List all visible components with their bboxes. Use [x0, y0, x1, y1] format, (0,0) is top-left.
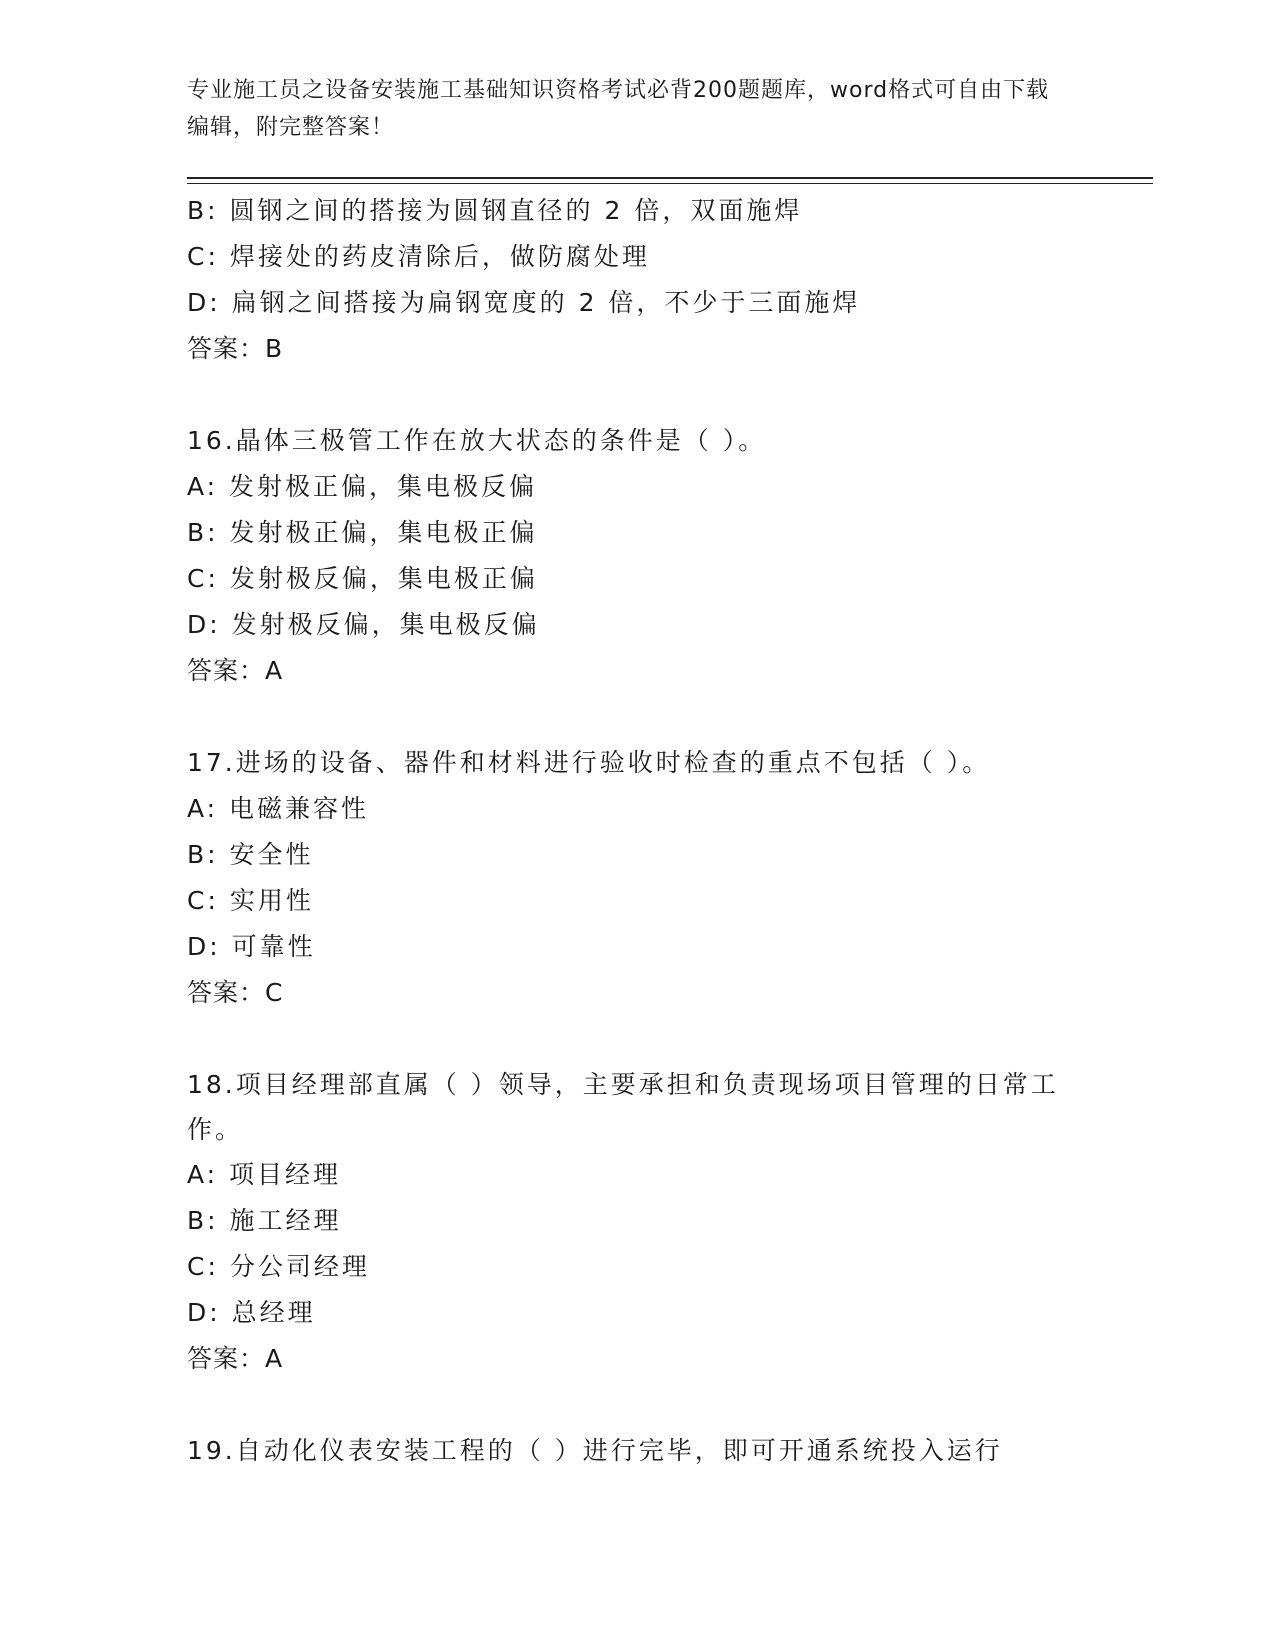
spacer — [187, 694, 1067, 740]
option-d: D: 总经理 — [187, 1298, 316, 1327]
option-b: B: 圆钢之间的搭接为圆钢直径的 2 倍，双面施焊 — [187, 196, 803, 225]
option-a: A: 项目经理 — [187, 1160, 342, 1189]
option-d: D: 可靠性 — [187, 932, 316, 961]
question-17 — [187, 740, 1067, 1016]
header-divider — [187, 177, 1153, 179]
option-d: D: 发射极反偏，集电极反偏 — [187, 610, 540, 639]
document-header: 专业施工员之设备安装施工基础知识资格考试必背200题题库，word格式可自由下载编辑，附完整答案！ — [187, 78, 1050, 140]
question-stem: 16.晶体三极管工作在放大状态的条件是（ ）。 — [187, 426, 767, 455]
option-a: A: 电磁兼容性 — [187, 794, 370, 823]
answer: 答案：A — [187, 656, 284, 685]
option-c: C: 发射极反偏，集电极正偏 — [187, 564, 538, 593]
answer: 答案：A — [187, 1344, 284, 1373]
option-b: B: 发射极正偏，集电极正偏 — [187, 518, 538, 547]
option-d: D: 扁钢之间搭接为扁钢宽度的 2 倍，不少于三面施焊 — [187, 288, 861, 317]
spacer — [187, 1382, 1067, 1428]
header-divider-thin — [187, 183, 1153, 184]
option-b: B: 安全性 — [187, 840, 314, 869]
option-c: C: 实用性 — [187, 886, 314, 915]
answer: 答案：B — [187, 334, 284, 363]
option-c: C: 分公司经理 — [187, 1252, 370, 1281]
question-stem: 18.项目经理部直属（ ）领导，主要承担和负责现场项目管理的日常工作。 — [187, 1070, 1059, 1144]
spacer — [187, 372, 1067, 418]
question-15-continued — [187, 188, 1067, 372]
answer: 答案：C — [187, 978, 284, 1007]
spacer — [187, 1016, 1067, 1062]
option-b: B: 施工经理 — [187, 1206, 342, 1235]
question-stem: 19.自动化仪表安装工程的（ ）进行完毕，即可开通系统投入运行 — [187, 1436, 1003, 1465]
question-16 — [187, 418, 1067, 694]
question-18 — [187, 1062, 1067, 1382]
question-content — [187, 188, 1067, 1474]
option-a: A: 发射极正偏，集电极反偏 — [187, 472, 538, 501]
question-stem: 17.进场的设备、器件和材料进行验收时检查的重点不包括（ ）。 — [187, 748, 991, 777]
question-19 — [187, 1428, 1067, 1474]
option-c: C: 焊接处的药皮清除后，做防腐处理 — [187, 242, 650, 271]
